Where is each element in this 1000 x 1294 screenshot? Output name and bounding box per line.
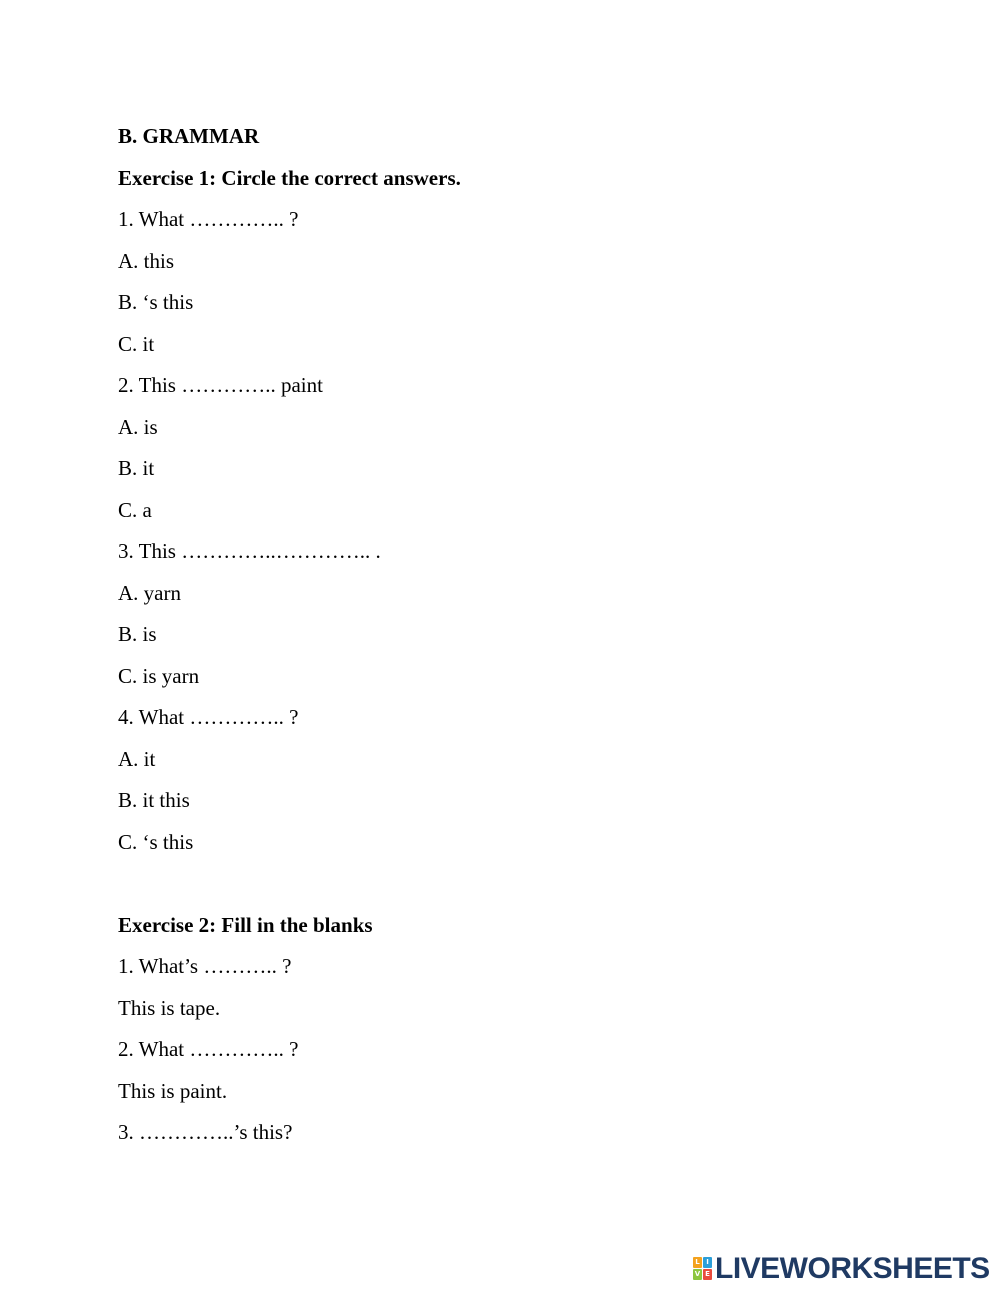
exercise1-q1-option-b[interactable]: B. ‘s this	[118, 290, 194, 314]
exercise1-question-3: 3. This …………..………….. .	[118, 539, 381, 563]
logo-mark-v: V	[694, 1270, 701, 1278]
exercise2-answer-2: This is paint.	[118, 1078, 228, 1103]
exercise2-answer-1: This is tape.	[118, 995, 221, 1020]
exercise2-question-3: 3. …………..’s this?	[118, 1120, 293, 1144]
exercise1-q4-option-a[interactable]: A. it	[118, 746, 156, 771]
exercise1-q4-option-b[interactable]: B. it this	[118, 788, 190, 812]
exercise2-question-1: 1. What’s ……….. ?	[118, 954, 292, 978]
exercise1-q3-option-c[interactable]: C. is yarn	[118, 663, 200, 688]
exercise1-question-1: 1. What ………….. ?	[118, 207, 299, 231]
exercise2-question-2: 2. What ………….. ?	[118, 1037, 299, 1061]
exercise2-title: Exercise 2: Fill in the blanks	[118, 912, 373, 937]
exercise1-q2-option-a[interactable]: A. is	[118, 414, 158, 439]
logo-mark-i: I	[703, 1257, 712, 1268]
exercise1-q1-option-a[interactable]: A. this	[118, 248, 175, 273]
exercise1-q2-option-c[interactable]: C. a	[118, 497, 152, 522]
exercise1-question-4: 4. What ………….. ?	[118, 705, 299, 729]
logo-mark-e: E	[703, 1269, 712, 1280]
worksheet-page	[118, 116, 938, 1154]
logo-text: LIVEWORKSHEETS	[715, 1252, 990, 1285]
exercise1-q3-option-a[interactable]: A. yarn	[118, 580, 181, 605]
exercise1-q1-option-c[interactable]: C. it	[118, 331, 155, 356]
liveworksheets-logo[interactable]	[693, 1252, 990, 1286]
exercise1-title: Exercise 1: Circle the correct answers.	[118, 165, 461, 190]
exercise1-q3-option-b[interactable]: B. is	[118, 622, 157, 646]
section-spacer	[118, 863, 938, 905]
exercise1-question-2: 2. This ………….. paint	[118, 373, 323, 397]
section-title: B. GRAMMAR	[118, 124, 260, 148]
exercise1-q2-option-b[interactable]: B. it	[118, 456, 155, 480]
exercise1-q4-option-c[interactable]: C. ‘s this	[118, 829, 194, 854]
logo-mark-l: L	[693, 1257, 702, 1268]
logo-mark-icon	[693, 1257, 712, 1281]
